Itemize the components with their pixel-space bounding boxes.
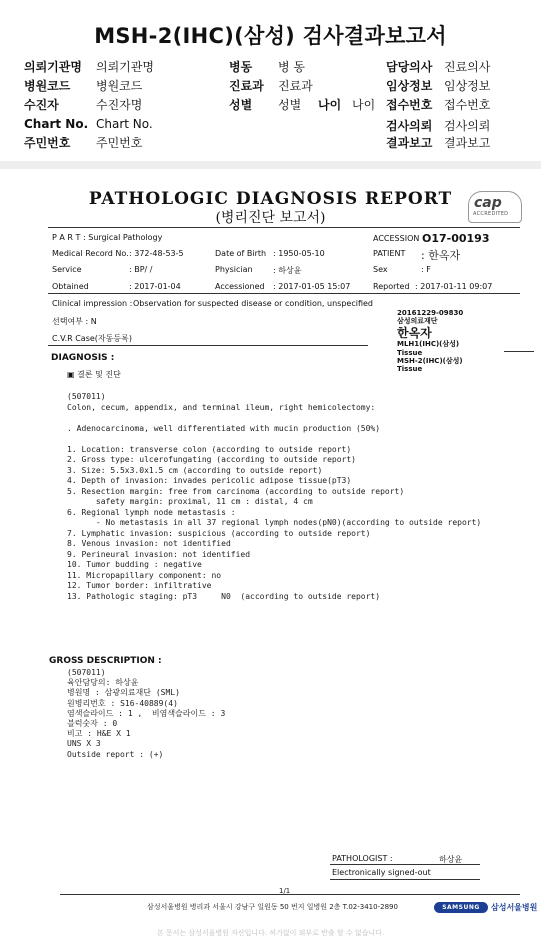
specimen-stamp <box>397 309 463 374</box>
header-value-r0-c1: 병 동 <box>278 60 305 74</box>
sex-label: Sex <box>373 265 388 274</box>
dob-value: : 1950-05-10 <box>273 249 325 258</box>
header-value-r2-c0: 수진자명 <box>96 98 143 112</box>
document-title: MSH-2(IHC)(삼성) 검사결과보고서 <box>94 24 447 48</box>
obtained-label: Obtained <box>52 282 89 291</box>
pathologist-label: PATHOLOGIST : <box>332 854 393 863</box>
confidentiality-disclaimer: 본 문서는 삼성서울병원 자산입니다. 허가없이 외부로 반출 할 수 없습니다. <box>156 929 385 937</box>
header-label-r3-c2: 검사의뢰 <box>386 119 433 133</box>
report-rule-mid <box>48 293 520 294</box>
header-label-r0-c2: 담당의사 <box>386 60 433 74</box>
report-rule-diag <box>48 345 368 346</box>
patient-label: PATIENT <box>373 249 406 258</box>
accession-value: O17-00193 <box>422 232 490 245</box>
header-value-r1-c0: 병원코드 <box>96 79 143 93</box>
section-divider <box>0 161 541 169</box>
diagnosis-text: (507011) Colon, cecum, appendix, and terminal ileum, right hemicolectomy: . Adenocarcinoma, well differentiated with mucin production (50%) 1. Location: transverse colon (according to outside report) 2. Gross type: ulcerofungating (according to outside report) 3. Size: 5.5x3.0x1.5 cm (according to outside report) 4. Depth of invasion: invades pericolic adipose tissue(pT3) 5. Resection margin: free from carcinoma (according to outside report) safety margin: proximal, 11 cm : distal, 4 cm 6. Regional lymph node metastasis : - No metastasis in all 37 regional lymph nodes(pN0)(according to outside report) 7. Lymphatic invasion: suspicious (according to outside report) 8. Venous invasion: not identified 9. Perineural invasion: not identified 10. Tumor budding : negative 11. Micropapillary component: no 12. Tumor border: infiltrative 13. Pathologic staging: pT3 N0 (according to outside report) <box>67 392 482 601</box>
diagnosis-title: DIAGNOSIS : <box>51 353 115 363</box>
mrn-label: Medical Record No. <box>52 249 129 258</box>
accessioned-label: Accessioned <box>215 282 265 291</box>
report-subtitle: (병리진단 보고서) <box>215 210 326 226</box>
service-value: : BP/ / <box>129 265 153 274</box>
header-value-r2-c1: 성별 <box>278 98 302 112</box>
select-status: 선택여부 : N <box>52 317 97 326</box>
stamp-line-6: Tissue <box>397 365 423 374</box>
header-value-r4-c0: 주민번호 <box>96 136 143 150</box>
signed-status: Electronically signed-out <box>332 868 431 877</box>
cap-accredited-logo <box>468 191 522 223</box>
mrn-value: : 372-48-53-5 <box>129 249 184 258</box>
gross-description-title: GROSS DESCRIPTION : <box>49 656 162 666</box>
pathologist-rule <box>330 864 480 865</box>
header-label-r0-c0: 의뢰기관명 <box>24 60 82 74</box>
header-value-r3-c2: 검사의뢰 <box>444 119 491 133</box>
header-value-r1-c1: 진료과 <box>278 79 313 93</box>
stamp-line-5: MSH-2(IHC)(삼성) <box>397 356 463 365</box>
header-label-r1-c1: 진료과 <box>229 79 264 93</box>
report-rule-diag-right <box>504 351 534 352</box>
part-label: P A R T <box>52 233 81 242</box>
footer-address: 삼성서울병원 병리과 서울시 강남구 일원동 50 번지 일병원 2층 T.02-3410-2890 <box>147 903 398 911</box>
header-label-r4-c0: 주민번호 <box>24 136 71 150</box>
obtained-value: : 2017-01-04 <box>129 282 181 291</box>
signed-rule <box>330 879 480 880</box>
header-value-r0-c2: 진료의사 <box>444 60 491 74</box>
hospital-name: 삼성서울병원 <box>491 903 538 912</box>
physician-value: : 하상윤 <box>273 266 302 275</box>
header-label-r3-c0: Chart No. <box>24 117 89 131</box>
cap-logo-text: cap <box>474 195 502 211</box>
header-value-r0-c0: 의뢰기관명 <box>96 60 154 74</box>
report-rule-top <box>48 227 520 228</box>
stamp-line-4: Tissue <box>397 348 423 357</box>
service-label: Service <box>52 265 82 274</box>
cap-logo-subtext: ACCREDITED <box>473 211 509 217</box>
page-number: 1/1 <box>279 887 291 895</box>
patient-value: : 한옥자 <box>421 249 461 262</box>
physician-label: Physician <box>215 265 253 274</box>
header-value-r4-c2: 결과보고 <box>444 136 491 150</box>
clinical-label: Clinical impression : <box>52 299 133 308</box>
samsung-logo: SAMSUNG <box>434 902 488 913</box>
header-label-r2-c0: 수진자 <box>24 98 59 112</box>
reported-value: : 2017-01-11 09:07 <box>415 282 493 291</box>
stamp-patient-name: 한옥자 <box>397 325 432 340</box>
header-value-r1-c2: 임상정보 <box>444 79 491 93</box>
part-value: : Surgical Pathology <box>83 233 163 242</box>
stamp-line-1: 20161229-09830 <box>397 309 464 317</box>
reported-label: Reported <box>373 282 410 291</box>
gross-description-text: (507011) 육안담당의: 하상윤 병원명 : 삼광의료재단 (SML) 원병리번호 : S16-40889(4) 염색슬라이드 : 1 , 비염색슬라이드 : 3 블럭숫자 : 0 비고 : H&E X 1 UNS X 3 Outside report : (+) <box>67 668 226 759</box>
sex-value: : F <box>421 265 431 274</box>
header-label-r2-c1: 성별 <box>229 98 253 112</box>
header-label-r4-c2: 결과보고 <box>386 136 433 150</box>
header-label-r1-c0: 병원코드 <box>24 79 71 93</box>
header-value-r2-c2: 접수번호 <box>444 98 491 112</box>
clinical-value: Observation for suspected disease or condition, unspecified <box>133 299 373 308</box>
accessioned-value: : 2017-01-05 15:07 <box>273 282 351 291</box>
header-label-r0-c1: 병동 <box>229 60 253 74</box>
header-label-r1-c2: 임상정보 <box>386 79 433 93</box>
header-label-r2-c2: 접수번호 <box>386 98 433 112</box>
stamp-line-3: MLH1(IHC)(삼성) <box>397 340 460 349</box>
age-label: 나이 <box>318 98 342 112</box>
stamp-line-2: 삼성의료재단 <box>397 317 438 326</box>
report-title: PATHOLOGIC DIAGNOSIS REPORT <box>88 189 453 209</box>
pathologist-name: 하상윤 <box>439 855 463 864</box>
accession-label: ACCESSION <box>373 234 420 243</box>
cvr-case: C.V.R Case(자동등록) <box>52 334 132 343</box>
header-value-r3-c0: Chart No. <box>96 117 153 131</box>
pathology-report <box>0 169 541 944</box>
diagnosis-subheading: ▣ 결론 및 진단 <box>67 370 121 379</box>
age-value: 나이 <box>352 98 376 112</box>
dob-label: Date of Birth <box>215 249 267 258</box>
